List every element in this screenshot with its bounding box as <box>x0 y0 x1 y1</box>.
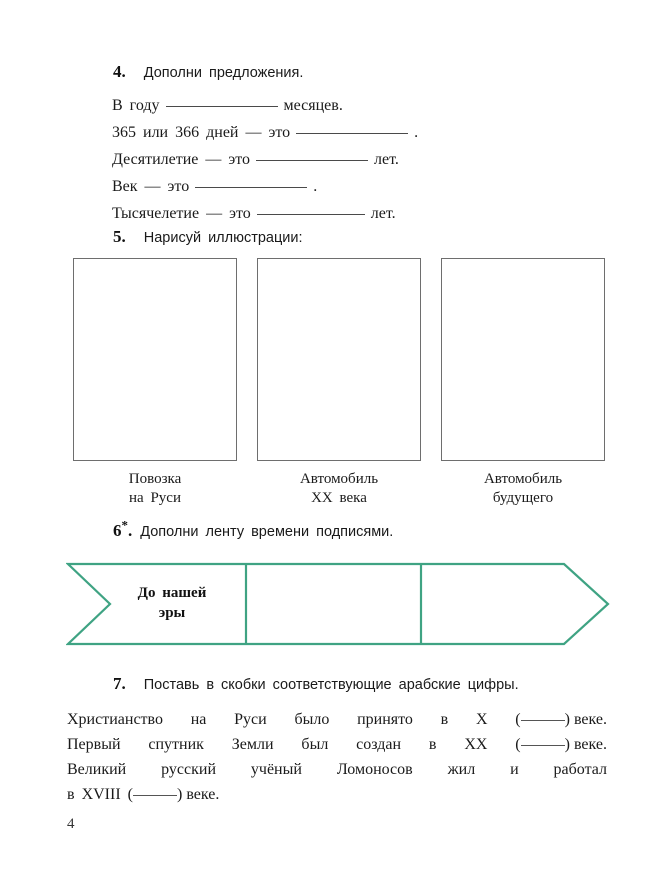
task-4-blank-4[interactable] <box>195 187 307 188</box>
task-5-title: Нарисуй иллюстрации: <box>143 230 303 246</box>
timeline-segment-1-label-line-1: До нашей <box>137 585 207 601</box>
task-4-blank-1[interactable] <box>166 106 278 107</box>
task-7-line-4-paren-open: ( <box>127 786 133 803</box>
task-7-line-2-word-7: XX <box>464 736 488 753</box>
drawing-box-1-caption-line-1: Повозка <box>128 471 182 487</box>
task-7-line-2-paren-open: ( <box>515 736 521 753</box>
task-7-number: 7. <box>113 674 126 693</box>
task-7-line-2-word-5: создан <box>356 736 402 753</box>
task-7-line-3-word-5: жил <box>447 761 476 778</box>
drawing-box-3[interactable] <box>441 258 605 461</box>
task-4-line-1 <box>112 97 343 115</box>
task-7-line-1-word-5: принято <box>357 711 413 728</box>
task-7-line-1-answer-group <box>515 707 607 732</box>
task-7-line-4-answer-group <box>128 782 220 807</box>
drawing-box-3-caption-line-1: Автомобиль <box>483 471 563 487</box>
task-7-line-1-word-3: Руси <box>234 711 267 728</box>
drawing-box-1[interactable] <box>73 258 237 461</box>
task-6-number-dot: . <box>128 521 133 540</box>
drawing-box-3-caption-line-2: будущего <box>492 490 554 506</box>
drawing-box-1-caption-line-2: на Руси <box>129 490 181 506</box>
task-7-line-2-word-4: был <box>301 736 329 753</box>
task-7-line-2-tail: ) веке. <box>564 736 607 753</box>
task-4-blank-2[interactable] <box>296 133 408 134</box>
task-7-line-3-word-2: русский <box>161 761 216 778</box>
task-4-line-5-before: Тысячелетие — это <box>112 205 251 222</box>
task-7-paragraph <box>67 707 607 807</box>
task-7-line-3-word-4: Ломоносов <box>336 761 413 778</box>
task-7-blank-1[interactable] <box>521 720 565 721</box>
task-7-blank-3[interactable] <box>133 795 177 796</box>
task-6-title: Дополни ленту времени подписями. <box>140 524 394 540</box>
task-7-line-1-word-1: Христианство <box>67 711 163 728</box>
drawing-box-3-caption <box>441 470 605 508</box>
task-4-line-3 <box>112 151 399 169</box>
timeline-segment-1-label <box>112 583 232 623</box>
task-5-heading <box>113 227 303 247</box>
task-4-line-2 <box>112 124 418 142</box>
task-7-line-1-word-4: было <box>294 711 330 728</box>
task-5-number: 5. <box>113 227 126 246</box>
task-6-heading <box>113 517 394 541</box>
task-7-line-1-tail: ) веке. <box>564 711 607 728</box>
task-4-line-3-before: Десятилетие — это <box>112 151 251 168</box>
task-7-line-3-word-3: учёный <box>250 761 302 778</box>
task-4-title: Дополни предложения. <box>143 65 304 81</box>
task-4-line-5 <box>112 205 396 223</box>
task-7-line-4-word-2: XVIII <box>81 786 121 803</box>
task-4-heading <box>113 62 303 82</box>
drawing-box-1-caption <box>73 470 237 508</box>
task-7-line-2-word-3: Земли <box>231 736 274 753</box>
task-4-line-4-after: . <box>313 178 318 195</box>
task-7-line-3-word-7: работал <box>553 761 607 778</box>
timeline-segment-1-label-line-2: эры <box>158 605 186 621</box>
task-4-blank-5[interactable] <box>257 214 365 215</box>
drawing-box-2-caption-line-2: XX века <box>311 490 367 506</box>
task-7-title: Поставь в скобки соответствующие арабские цифры. <box>143 677 519 693</box>
task-7-blank-2[interactable] <box>521 745 565 746</box>
task-4-line-1-after: месяцев. <box>283 97 343 114</box>
task-4-line-4 <box>112 178 317 196</box>
drawing-box-2[interactable] <box>257 258 421 461</box>
task-6-star: * <box>121 517 128 533</box>
task-7-line-2-word-1: Первый <box>67 736 121 753</box>
page-number: 4 <box>67 816 75 832</box>
task-7-heading <box>113 674 519 694</box>
task-7-line-3-word-1: Великий <box>67 761 127 778</box>
task-7-line-1-word-2: на <box>190 711 207 728</box>
task-7-line-1-paren-open: ( <box>515 711 521 728</box>
task-4-line-3-after: лет. <box>374 151 399 168</box>
drawing-box-2-caption-line-1: Автомобиль <box>299 471 379 487</box>
task-4-line-4-before: Век — это <box>112 178 190 195</box>
task-4-line-2-after: . <box>414 124 419 141</box>
task-4-line-1-before: В году <box>112 97 160 114</box>
task-7-line-2-answer-group <box>515 732 607 757</box>
task-7-line-1-word-7: X <box>475 711 488 728</box>
task-7-line-4-tail: ) веке. <box>176 786 220 803</box>
task-7-line-2-word-2: спутник <box>148 736 204 753</box>
task-7-line-4 <box>67 782 607 807</box>
task-4-blank-3[interactable] <box>256 160 368 161</box>
task-7-line-3 <box>67 757 607 782</box>
task-4-number: 4. <box>113 62 126 81</box>
task-7-line-1-word-6: в <box>440 711 449 728</box>
task-7-line-1 <box>67 707 607 732</box>
task-7-line-3-word-6: и <box>510 761 519 778</box>
task-7-line-2-word-6: в <box>428 736 437 753</box>
task-4-line-5-after: лет. <box>370 205 396 222</box>
drawing-box-2-caption <box>257 470 421 508</box>
task-6-number-digit: 6 <box>113 521 122 540</box>
task-6-number <box>113 517 133 541</box>
task-7-line-2 <box>67 732 607 757</box>
task-4-line-2-before: 365 или 366 дней — это <box>112 124 291 141</box>
task-7-line-4-word-1: в <box>67 786 75 803</box>
